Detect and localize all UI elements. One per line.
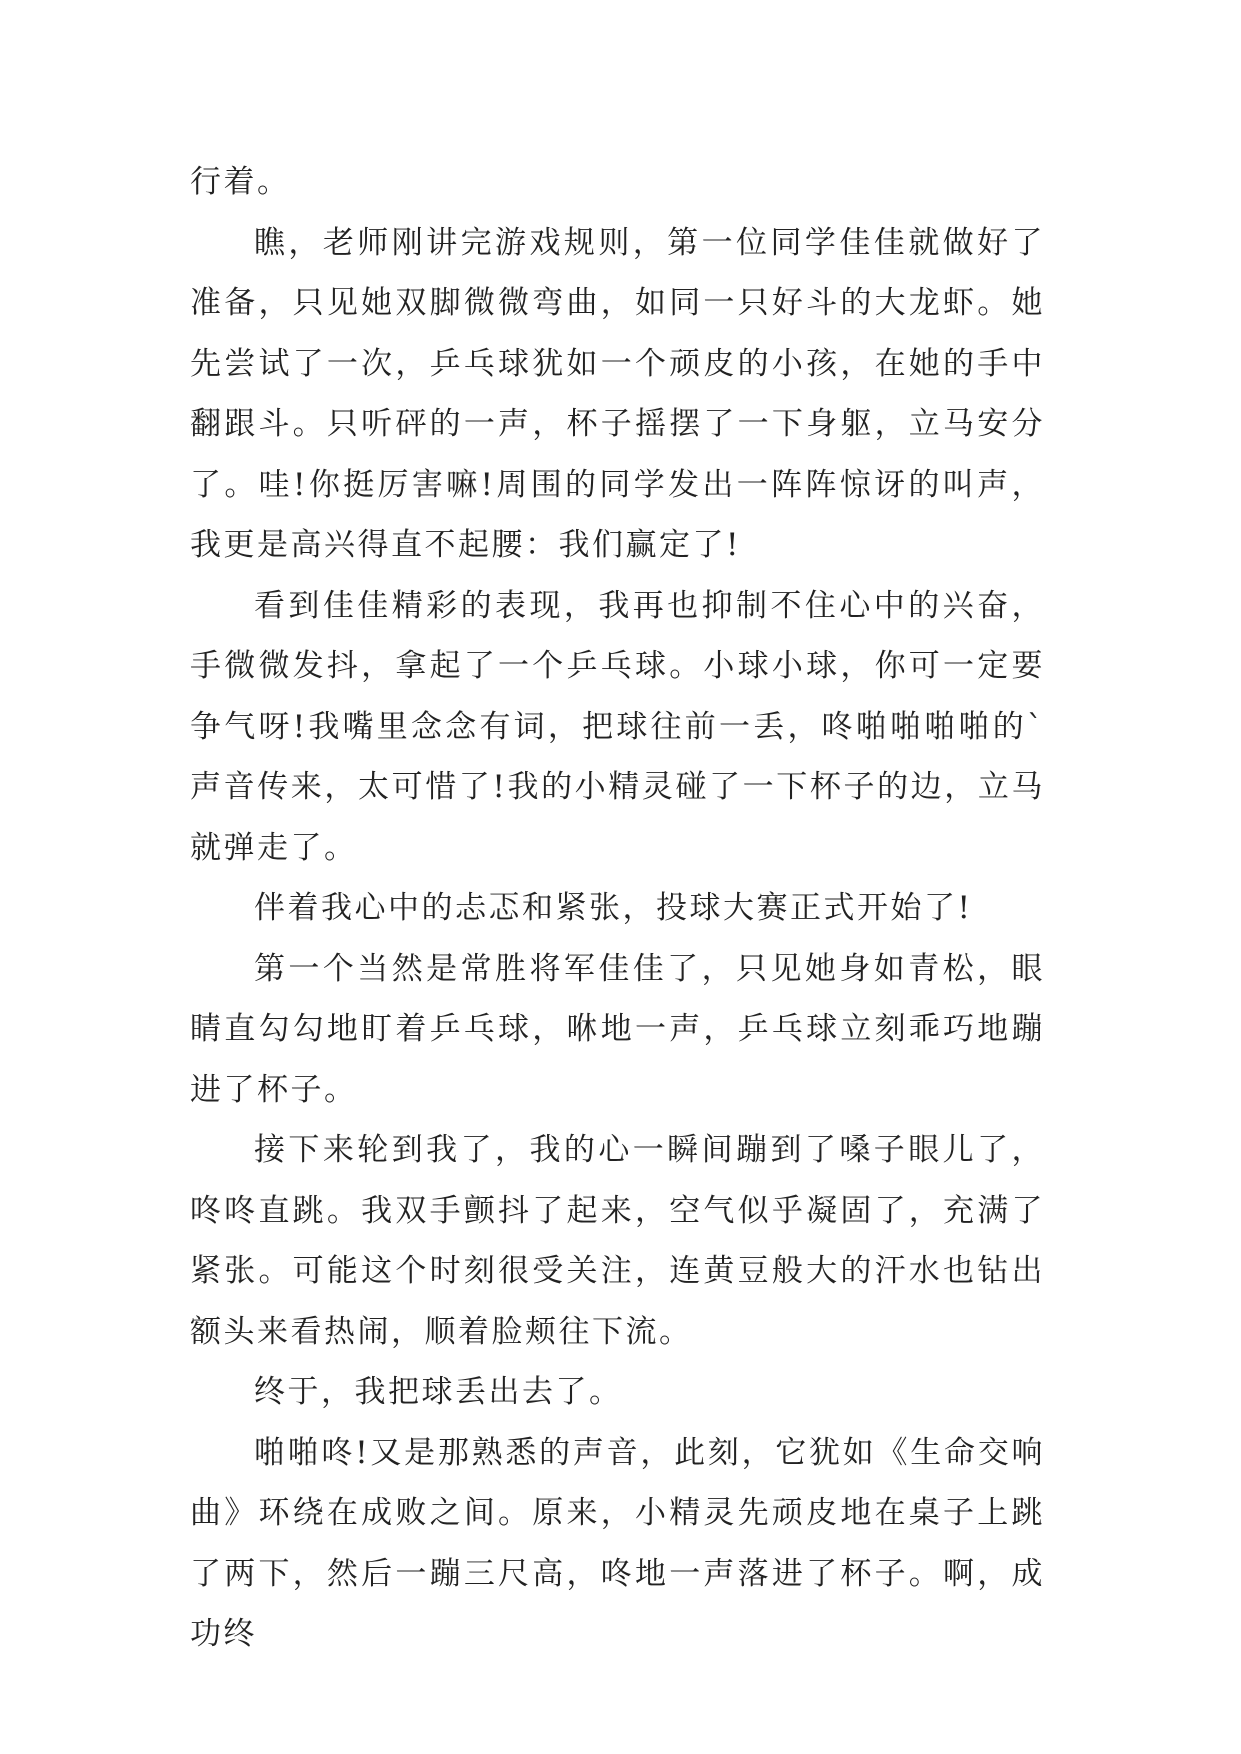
paragraph-8: 啪啪咚!又是那熟悉的声音，此刻，它犹如《生命交响曲》环绕在成败之间。原来，小精灵先顽皮地在桌子上跳了两下，然后一蹦三尺高，咚地一声落进了杯子。啊，成功终 bbox=[190, 1434, 1045, 1652]
paragraph-1: 行着。 bbox=[190, 164, 291, 200]
paragraph-7: 终于，我把球丢出去了。 bbox=[254, 1374, 623, 1410]
paragraph-5: 第一个当然是常胜将军佳佳了，只见她身如青松，眼睛直勾勾地盯着乒乓球，咻地一声，乒乓球立刻乖巧地蹦进了杯子。 bbox=[190, 950, 1045, 1108]
paragraph-6: 接下来轮到我了，我的心一瞬间蹦到了嗓子眼儿了，咚咚直跳。我双手颤抖了起来，空气似乎凝固了，充满了紧张。可能这个时刻很受关注，连黄豆般大的汗水也钻出额头来看热闹，顺着脸颊往下流。 bbox=[190, 1132, 1045, 1350]
paragraph-3: 看到佳佳精彩的表现，我再也抑制不住心中的兴奋，手微微发抖，拿起了一个乒乓球。小球小球，你可一定要争气呀!我嘴里念念有词，把球往前一丢，咚啪啪啪啪的`声音传来，太可惜了!我的小精灵碰了一下杯子的边，立马就弹走了。 bbox=[190, 587, 1045, 866]
document-body bbox=[190, 152, 1045, 1665]
paragraph-2: 瞧，老师刚讲完游戏规则，第一位同学佳佳就做好了准备，只见她双脚微微弯曲，如同一只好斗的大龙虾。她先尝试了一次，乒乓球犹如一个顽皮的小孩，在她的手中翻跟斗。只听砰的一声，杯子摇摆了一下身躯，立马安分了。哇!你挺厉害嘛!周围的同学发出一阵阵惊讶的叫声，我更是高兴得直不起腰：我们赢定了! bbox=[190, 224, 1045, 563]
paragraph-4: 伴着我心中的忐忑和紧张，投球大赛正式开始了! bbox=[254, 890, 973, 926]
